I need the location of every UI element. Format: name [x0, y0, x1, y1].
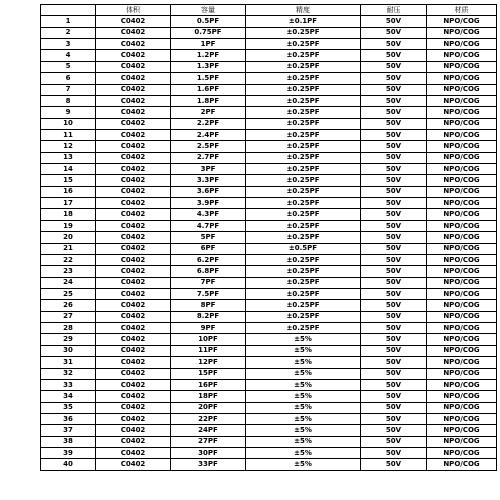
- cell-tolerance: ±0.25PF: [246, 39, 361, 50]
- cell-size: C0402: [96, 95, 171, 106]
- cell-material: NPO/COG: [427, 27, 497, 38]
- cell-voltage: 50V: [361, 141, 427, 152]
- cell-capacitance: 2.7PF: [171, 152, 246, 163]
- cell-voltage: 50V: [361, 232, 427, 243]
- cell-tolerance: ±5%: [246, 368, 361, 379]
- cell-voltage: 50V: [361, 129, 427, 140]
- cell-capacitance: 1PF: [171, 39, 246, 50]
- cell-size: C0402: [96, 402, 171, 413]
- cell-material: NPO/COG: [427, 266, 497, 277]
- cell-voltage: 50V: [361, 73, 427, 84]
- header-row: [41, 5, 497, 16]
- cell-material: NPO/COG: [427, 300, 497, 311]
- cell-tolerance: ±0.25PF: [246, 50, 361, 61]
- cell-capacitance: 3.3PF: [171, 175, 246, 186]
- cell-tolerance: ±5%: [246, 413, 361, 424]
- cell-material: NPO/COG: [427, 107, 497, 118]
- cell-capacitance: 3.6PF: [171, 186, 246, 197]
- cell-capacitance: 2PF: [171, 107, 246, 118]
- cell-voltage: 50V: [361, 448, 427, 459]
- cell-material: NPO/COG: [427, 220, 497, 231]
- table-row: [41, 198, 497, 209]
- cell-index: 40: [41, 459, 96, 470]
- cell-voltage: 50V: [361, 152, 427, 163]
- table-row: [41, 459, 497, 470]
- cell-capacitance: 27PF: [171, 436, 246, 447]
- cell-size: C0402: [96, 311, 171, 322]
- table-row: [41, 277, 497, 288]
- cell-index: 6: [41, 73, 96, 84]
- cell-index: 28: [41, 323, 96, 334]
- cell-size: C0402: [96, 413, 171, 424]
- cell-voltage: 50V: [361, 243, 427, 254]
- cell-material: NPO/COG: [427, 436, 497, 447]
- cell-voltage: 50V: [361, 84, 427, 95]
- cell-tolerance: ±5%: [246, 345, 361, 356]
- cell-size: C0402: [96, 107, 171, 118]
- table-row: [41, 16, 497, 27]
- cell-index: 37: [41, 425, 96, 436]
- header-index: [41, 5, 96, 16]
- table-row: [41, 448, 497, 459]
- cell-voltage: 50V: [361, 198, 427, 209]
- cell-tolerance: ±0.1PF: [246, 16, 361, 27]
- cell-voltage: 50V: [361, 164, 427, 175]
- cell-index: 7: [41, 84, 96, 95]
- cell-voltage: 50V: [361, 368, 427, 379]
- cell-capacitance: 1.8PF: [171, 95, 246, 106]
- table-row: [41, 334, 497, 345]
- cell-index: 4: [41, 50, 96, 61]
- cell-size: C0402: [96, 334, 171, 345]
- table-row: [41, 39, 497, 50]
- table-row: [41, 323, 497, 334]
- cell-material: NPO/COG: [427, 118, 497, 129]
- cell-material: NPO/COG: [427, 141, 497, 152]
- cell-capacitance: 6PF: [171, 243, 246, 254]
- cell-tolerance: ±0.25PF: [246, 152, 361, 163]
- cell-capacitance: 9PF: [171, 323, 246, 334]
- header-capacitance: 容量: [171, 5, 246, 16]
- cell-capacitance: 12PF: [171, 357, 246, 368]
- cell-voltage: 50V: [361, 391, 427, 402]
- cell-material: NPO/COG: [427, 129, 497, 140]
- cell-capacitance: 1.3PF: [171, 61, 246, 72]
- cell-size: C0402: [96, 186, 171, 197]
- cell-capacitance: 0.5PF: [171, 16, 246, 27]
- cell-tolerance: ±0.25PF: [246, 27, 361, 38]
- cell-material: NPO/COG: [427, 288, 497, 299]
- cell-index: 24: [41, 277, 96, 288]
- header-tolerance: 精度: [246, 5, 361, 16]
- cell-tolerance: ±0.5PF: [246, 243, 361, 254]
- cell-voltage: 50V: [361, 425, 427, 436]
- cell-size: C0402: [96, 118, 171, 129]
- cell-size: C0402: [96, 436, 171, 447]
- cell-voltage: 50V: [361, 300, 427, 311]
- cell-material: NPO/COG: [427, 357, 497, 368]
- cell-size: C0402: [96, 141, 171, 152]
- table-row: [41, 175, 497, 186]
- cell-capacitance: 22PF: [171, 413, 246, 424]
- cell-voltage: 50V: [361, 39, 427, 50]
- cell-material: NPO/COG: [427, 425, 497, 436]
- cell-material: NPO/COG: [427, 39, 497, 50]
- cell-tolerance: ±0.25PF: [246, 186, 361, 197]
- cell-size: C0402: [96, 175, 171, 186]
- cell-index: 18: [41, 209, 96, 220]
- cell-voltage: 50V: [361, 50, 427, 61]
- cell-index: 22: [41, 254, 96, 265]
- cell-voltage: 50V: [361, 323, 427, 334]
- cell-material: NPO/COG: [427, 198, 497, 209]
- cell-tolerance: ±0.25PF: [246, 141, 361, 152]
- cell-size: C0402: [96, 220, 171, 231]
- cell-tolerance: ±5%: [246, 425, 361, 436]
- cell-capacitance: 24PF: [171, 425, 246, 436]
- cell-material: NPO/COG: [427, 61, 497, 72]
- cell-index: 31: [41, 357, 96, 368]
- cell-capacitance: 18PF: [171, 391, 246, 402]
- cell-tolerance: ±0.25PF: [246, 232, 361, 243]
- table-row: [41, 436, 497, 447]
- cell-capacitance: 11PF: [171, 345, 246, 356]
- table-row: [41, 50, 497, 61]
- cell-tolerance: ±0.25PF: [246, 198, 361, 209]
- cell-material: NPO/COG: [427, 254, 497, 265]
- table-row: [41, 254, 497, 265]
- cell-size: C0402: [96, 84, 171, 95]
- cell-tolerance: ±0.25PF: [246, 220, 361, 231]
- cell-index: 10: [41, 118, 96, 129]
- cell-voltage: 50V: [361, 334, 427, 345]
- cell-size: C0402: [96, 73, 171, 84]
- cell-capacitance: 6.8PF: [171, 266, 246, 277]
- cell-size: C0402: [96, 50, 171, 61]
- cell-voltage: 50V: [361, 357, 427, 368]
- cell-index: 1: [41, 16, 96, 27]
- cell-voltage: 50V: [361, 436, 427, 447]
- cell-voltage: 50V: [361, 254, 427, 265]
- cell-size: C0402: [96, 425, 171, 436]
- table-body: [41, 16, 497, 470]
- cell-tolerance: ±0.25PF: [246, 311, 361, 322]
- table-row: [41, 311, 497, 322]
- cell-material: NPO/COG: [427, 334, 497, 345]
- cell-index: 13: [41, 152, 96, 163]
- table-row: [41, 266, 497, 277]
- cell-material: NPO/COG: [427, 84, 497, 95]
- cell-index: 14: [41, 164, 96, 175]
- cell-capacitance: 33PF: [171, 459, 246, 470]
- cell-material: NPO/COG: [427, 391, 497, 402]
- cell-size: C0402: [96, 16, 171, 27]
- cell-size: C0402: [96, 379, 171, 390]
- capacitor-spec-table: [40, 4, 497, 471]
- cell-voltage: 50V: [361, 209, 427, 220]
- cell-voltage: 50V: [361, 61, 427, 72]
- capacitor-spec-table-container: [40, 4, 496, 471]
- cell-tolerance: ±0.25PF: [246, 266, 361, 277]
- table-row: [41, 95, 497, 106]
- cell-index: 25: [41, 288, 96, 299]
- cell-size: C0402: [96, 448, 171, 459]
- cell-index: 20: [41, 232, 96, 243]
- header-material: 材质: [427, 5, 497, 16]
- cell-index: 8: [41, 95, 96, 106]
- cell-material: NPO/COG: [427, 152, 497, 163]
- cell-tolerance: ±0.25PF: [246, 73, 361, 84]
- cell-tolerance: ±0.25PF: [246, 300, 361, 311]
- cell-size: C0402: [96, 39, 171, 50]
- cell-material: NPO/COG: [427, 402, 497, 413]
- cell-material: NPO/COG: [427, 368, 497, 379]
- cell-voltage: 50V: [361, 402, 427, 413]
- cell-material: NPO/COG: [427, 448, 497, 459]
- cell-size: C0402: [96, 345, 171, 356]
- cell-voltage: 50V: [361, 16, 427, 27]
- cell-tolerance: ±5%: [246, 402, 361, 413]
- cell-index: 21: [41, 243, 96, 254]
- cell-material: NPO/COG: [427, 243, 497, 254]
- header-voltage: 耐压: [361, 5, 427, 16]
- cell-tolerance: ±5%: [246, 379, 361, 390]
- cell-size: C0402: [96, 277, 171, 288]
- cell-tolerance: ±0.25PF: [246, 164, 361, 175]
- cell-voltage: 50V: [361, 266, 427, 277]
- table-row: [41, 413, 497, 424]
- cell-capacitance: 4.7PF: [171, 220, 246, 231]
- cell-index: 36: [41, 413, 96, 424]
- cell-material: NPO/COG: [427, 95, 497, 106]
- cell-capacitance: 7.5PF: [171, 288, 246, 299]
- cell-index: 34: [41, 391, 96, 402]
- table-row: [41, 345, 497, 356]
- table-row: [41, 300, 497, 311]
- cell-capacitance: 4.3PF: [171, 209, 246, 220]
- cell-index: 23: [41, 266, 96, 277]
- table-row: [41, 232, 497, 243]
- cell-capacitance: 2.5PF: [171, 141, 246, 152]
- cell-tolerance: ±5%: [246, 334, 361, 345]
- cell-capacitance: 7PF: [171, 277, 246, 288]
- table-row: [41, 368, 497, 379]
- cell-capacitance: 2.4PF: [171, 129, 246, 140]
- table-row: [41, 379, 497, 390]
- cell-voltage: 50V: [361, 459, 427, 470]
- cell-voltage: 50V: [361, 95, 427, 106]
- cell-index: 26: [41, 300, 96, 311]
- table-row: [41, 425, 497, 436]
- table-row: [41, 129, 497, 140]
- cell-tolerance: ±5%: [246, 459, 361, 470]
- cell-tolerance: ±0.25PF: [246, 95, 361, 106]
- cell-tolerance: ±0.25PF: [246, 288, 361, 299]
- cell-size: C0402: [96, 232, 171, 243]
- cell-size: C0402: [96, 61, 171, 72]
- cell-index: 9: [41, 107, 96, 118]
- cell-voltage: 50V: [361, 118, 427, 129]
- cell-voltage: 50V: [361, 413, 427, 424]
- cell-voltage: 50V: [361, 175, 427, 186]
- table-row: [41, 141, 497, 152]
- cell-tolerance: ±0.25PF: [246, 84, 361, 95]
- cell-capacitance: 15PF: [171, 368, 246, 379]
- cell-material: NPO/COG: [427, 232, 497, 243]
- cell-voltage: 50V: [361, 345, 427, 356]
- header-size: 体积: [96, 5, 171, 16]
- cell-capacitance: 1.5PF: [171, 73, 246, 84]
- cell-material: NPO/COG: [427, 459, 497, 470]
- cell-tolerance: ±0.25PF: [246, 118, 361, 129]
- table-row: [41, 357, 497, 368]
- cell-index: 32: [41, 368, 96, 379]
- cell-capacitance: 0.75PF: [171, 27, 246, 38]
- cell-voltage: 50V: [361, 107, 427, 118]
- cell-material: NPO/COG: [427, 209, 497, 220]
- cell-material: NPO/COG: [427, 311, 497, 322]
- cell-voltage: 50V: [361, 220, 427, 231]
- cell-size: C0402: [96, 459, 171, 470]
- cell-tolerance: ±5%: [246, 448, 361, 459]
- cell-size: C0402: [96, 129, 171, 140]
- cell-index: 12: [41, 141, 96, 152]
- cell-material: NPO/COG: [427, 16, 497, 27]
- cell-capacitance: 16PF: [171, 379, 246, 390]
- cell-capacitance: 1.6PF: [171, 84, 246, 95]
- table-row: [41, 27, 497, 38]
- table-row: [41, 84, 497, 95]
- cell-index: 27: [41, 311, 96, 322]
- cell-size: C0402: [96, 198, 171, 209]
- cell-size: C0402: [96, 243, 171, 254]
- table-row: [41, 73, 497, 84]
- cell-material: NPO/COG: [427, 323, 497, 334]
- cell-tolerance: ±0.25PF: [246, 277, 361, 288]
- table-row: [41, 61, 497, 72]
- cell-material: NPO/COG: [427, 277, 497, 288]
- table-row: [41, 164, 497, 175]
- table-row: [41, 107, 497, 118]
- table-row: [41, 152, 497, 163]
- cell-index: 15: [41, 175, 96, 186]
- cell-index: 17: [41, 198, 96, 209]
- table-row: [41, 118, 497, 129]
- cell-material: NPO/COG: [427, 164, 497, 175]
- table-row: [41, 391, 497, 402]
- table-row: [41, 220, 497, 231]
- cell-tolerance: ±0.25PF: [246, 175, 361, 186]
- cell-size: C0402: [96, 391, 171, 402]
- cell-size: C0402: [96, 368, 171, 379]
- cell-size: C0402: [96, 300, 171, 311]
- cell-index: 11: [41, 129, 96, 140]
- cell-material: NPO/COG: [427, 186, 497, 197]
- cell-voltage: 50V: [361, 27, 427, 38]
- cell-index: 33: [41, 379, 96, 390]
- cell-capacitance: 5PF: [171, 232, 246, 243]
- cell-capacitance: 8.2PF: [171, 311, 246, 322]
- cell-material: NPO/COG: [427, 345, 497, 356]
- cell-size: C0402: [96, 27, 171, 38]
- cell-index: 16: [41, 186, 96, 197]
- cell-material: NPO/COG: [427, 413, 497, 424]
- cell-tolerance: ±5%: [246, 391, 361, 402]
- cell-size: C0402: [96, 266, 171, 277]
- cell-tolerance: ±0.25PF: [246, 129, 361, 140]
- cell-capacitance: 30PF: [171, 448, 246, 459]
- cell-material: NPO/COG: [427, 73, 497, 84]
- table-row: [41, 243, 497, 254]
- cell-tolerance: ±0.25PF: [246, 61, 361, 72]
- cell-voltage: 50V: [361, 186, 427, 197]
- cell-voltage: 50V: [361, 379, 427, 390]
- cell-size: C0402: [96, 164, 171, 175]
- cell-capacitance: 1.2PF: [171, 50, 246, 61]
- cell-material: NPO/COG: [427, 50, 497, 61]
- cell-capacitance: 20PF: [171, 402, 246, 413]
- cell-tolerance: ±5%: [246, 357, 361, 368]
- cell-index: 39: [41, 448, 96, 459]
- cell-voltage: 50V: [361, 277, 427, 288]
- table-row: [41, 209, 497, 220]
- cell-tolerance: ±5%: [246, 436, 361, 447]
- cell-voltage: 50V: [361, 311, 427, 322]
- cell-index: 3: [41, 39, 96, 50]
- cell-voltage: 50V: [361, 288, 427, 299]
- cell-index: 38: [41, 436, 96, 447]
- table-row: [41, 288, 497, 299]
- table-row: [41, 186, 497, 197]
- cell-index: 19: [41, 220, 96, 231]
- cell-capacitance: 2.2PF: [171, 118, 246, 129]
- cell-capacitance: 10PF: [171, 334, 246, 345]
- cell-tolerance: ±0.25PF: [246, 209, 361, 220]
- cell-capacitance: 8PF: [171, 300, 246, 311]
- cell-size: C0402: [96, 288, 171, 299]
- table-row: [41, 402, 497, 413]
- cell-tolerance: ±0.25PF: [246, 254, 361, 265]
- cell-tolerance: ±0.25PF: [246, 323, 361, 334]
- cell-capacitance: 6.2PF: [171, 254, 246, 265]
- cell-size: C0402: [96, 357, 171, 368]
- cell-index: 29: [41, 334, 96, 345]
- cell-capacitance: 3PF: [171, 164, 246, 175]
- cell-index: 5: [41, 61, 96, 72]
- cell-size: C0402: [96, 209, 171, 220]
- cell-capacitance: 3.9PF: [171, 198, 246, 209]
- cell-index: 2: [41, 27, 96, 38]
- cell-size: C0402: [96, 323, 171, 334]
- cell-material: NPO/COG: [427, 175, 497, 186]
- cell-material: NPO/COG: [427, 379, 497, 390]
- cell-size: C0402: [96, 254, 171, 265]
- cell-tolerance: ±0.25PF: [246, 107, 361, 118]
- cell-index: 30: [41, 345, 96, 356]
- cell-index: 35: [41, 402, 96, 413]
- cell-size: C0402: [96, 152, 171, 163]
